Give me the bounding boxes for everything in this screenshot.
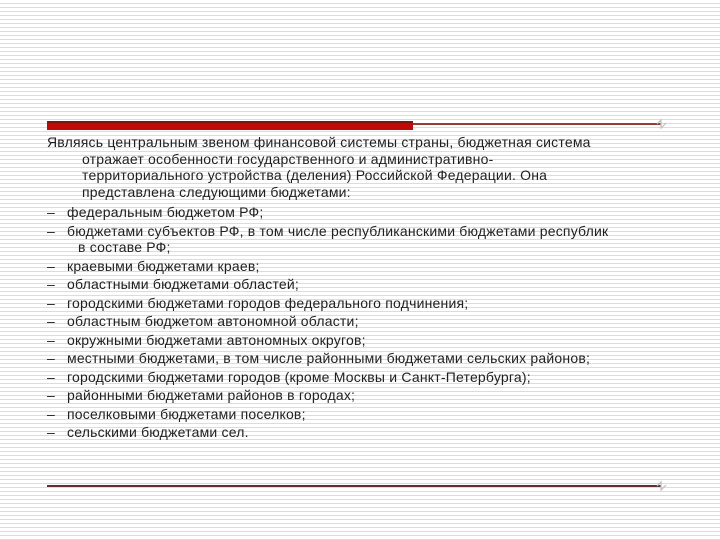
list-item bbox=[47, 295, 612, 312]
list-item-text: местными бюджетами, в том числе районными бюджетами сельских районов; bbox=[67, 350, 591, 366]
list-item-text: федеральным бюджетом РФ; bbox=[67, 204, 264, 220]
list-item bbox=[47, 276, 612, 293]
list-item bbox=[47, 258, 612, 275]
dash-marker: – bbox=[47, 424, 55, 440]
dash-marker: – bbox=[47, 313, 55, 329]
list-item bbox=[47, 387, 612, 404]
slide-body bbox=[47, 134, 612, 443]
list-item bbox=[47, 406, 612, 423]
list-item bbox=[47, 424, 612, 441]
line-end-ornament-icon bbox=[656, 480, 668, 492]
list-item-text: поселковыми бюджетами поселков; bbox=[67, 405, 306, 422]
dash-marker: – bbox=[47, 350, 55, 366]
list-item bbox=[47, 204, 612, 221]
list-item-text: бюджетами субъектов РФ, в том числе республиканскими бюджетами республик в составе РФ; bbox=[67, 222, 609, 255]
list-item-text: сельскими бюджетами сел. bbox=[67, 424, 249, 440]
bottom-rule bbox=[47, 485, 661, 487]
dash-marker: – bbox=[47, 257, 55, 274]
list-item bbox=[47, 350, 612, 367]
dash-marker: – bbox=[47, 368, 55, 385]
dash-marker: – bbox=[47, 276, 55, 292]
budget-list bbox=[47, 204, 612, 441]
dash-marker: – bbox=[47, 204, 55, 220]
list-item-text: областными бюджетами областей; bbox=[67, 276, 299, 292]
list-item-text: городскими бюджетами городов федерального подчинения; bbox=[67, 294, 469, 311]
list-item-text: городскими бюджетами городов (кроме Москвы и Санкт-Петербурга); bbox=[67, 368, 531, 385]
dash-marker: – bbox=[47, 294, 55, 311]
list-item bbox=[47, 332, 612, 349]
list-item-text: областным бюджетом автономной области; bbox=[67, 313, 359, 329]
list-item bbox=[47, 223, 612, 256]
accent-bar bbox=[47, 121, 413, 130]
list-item-text: окружными бюджетами автономных округов; bbox=[67, 331, 366, 348]
dash-marker: – bbox=[47, 405, 55, 422]
dash-marker: – bbox=[47, 331, 55, 348]
top-rule bbox=[413, 123, 661, 125]
list-item-text: краевыми бюджетами краев; bbox=[67, 257, 260, 274]
intro-paragraph: Являясь центральным звеном финансовой системы страны, бюджетная система отражает особенности государственного и административно-территориального устройства (деления) Российской Федерации. Она представлена следующими бюджетами: bbox=[47, 134, 591, 200]
list-item bbox=[47, 313, 612, 330]
line-end-ornament-icon bbox=[656, 118, 668, 130]
dash-marker: – bbox=[47, 387, 55, 403]
dash-marker: – bbox=[47, 222, 55, 239]
list-item bbox=[47, 369, 612, 386]
list-item-text: районными бюджетами районов в городах; bbox=[67, 387, 356, 403]
